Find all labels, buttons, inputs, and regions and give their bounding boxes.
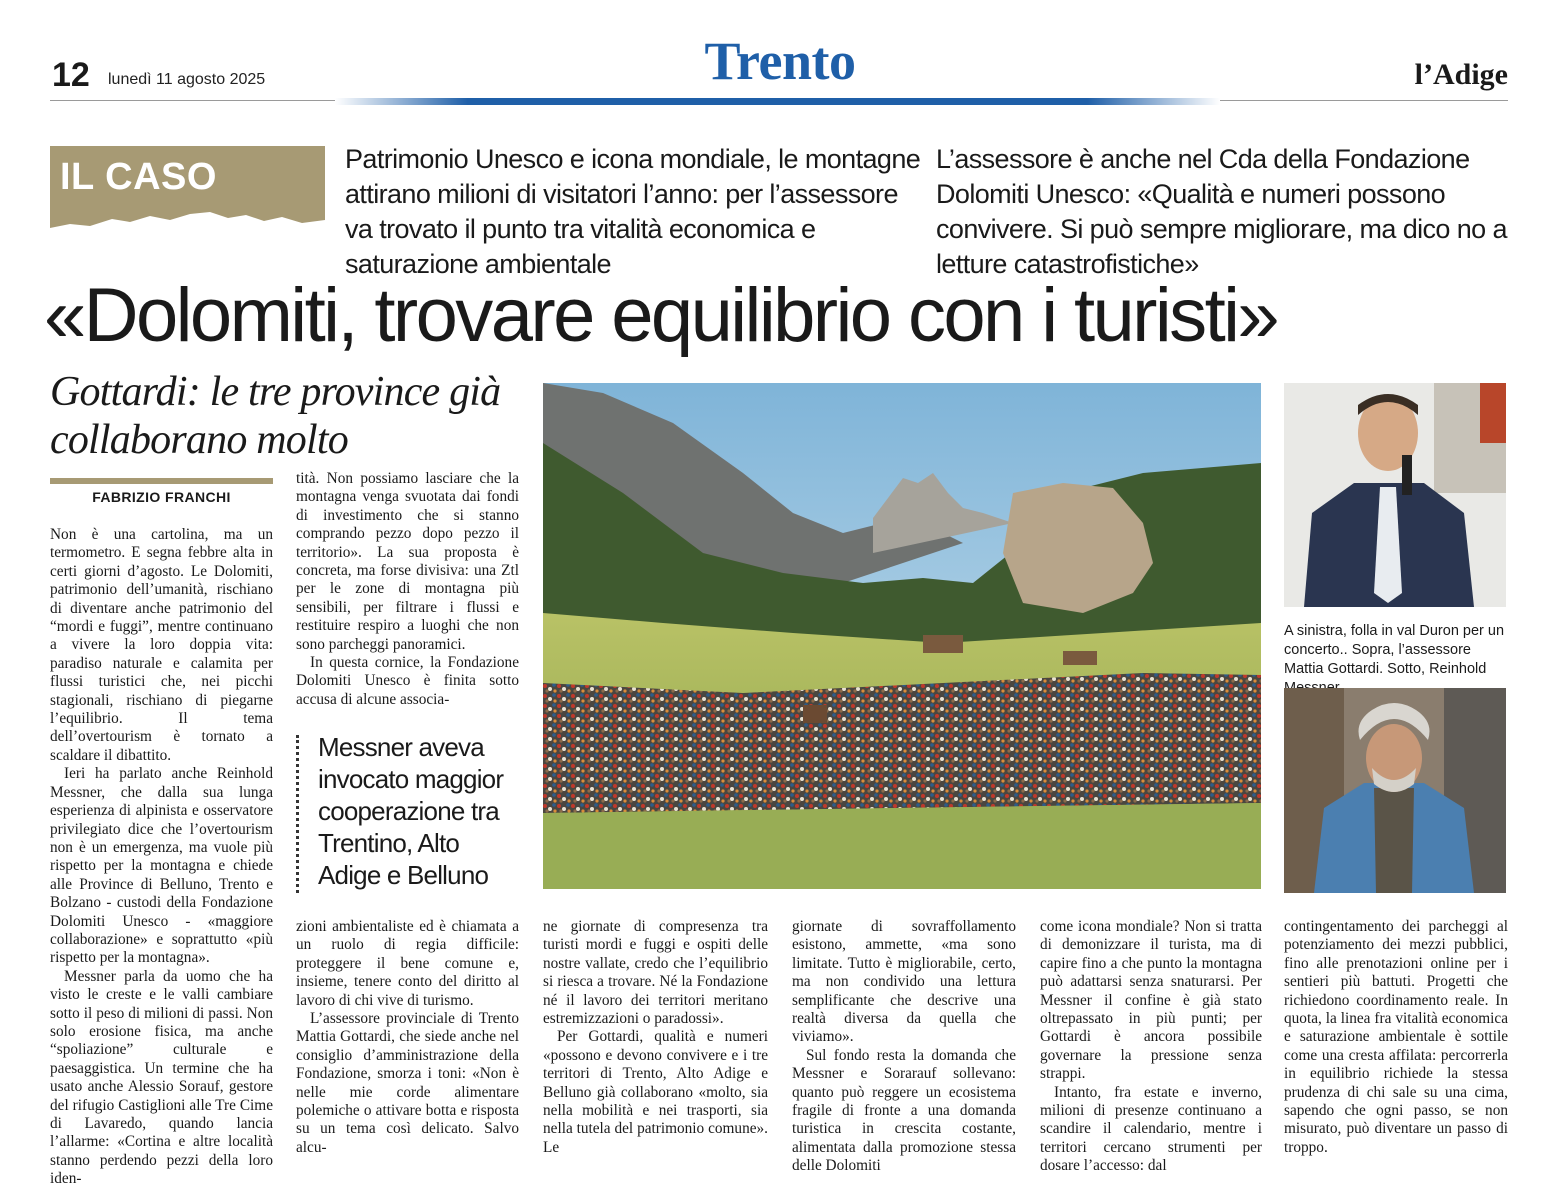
- paragraph: tità. Non possiamo lasciare che la montagna venga svuotata dai fondi di investimento che si stanno comprando pezzo dopo pezzo il territorio». La sua proposta è concreta, ma forse divisiva: una Ztl per le zone di montagna più sensibili, per filtrare i flussi e restituire respiro a luoghi che non sono parcheggi panoramici.: [296, 470, 519, 653]
- pullquote-rule: [296, 735, 299, 893]
- paragraph: Sul fondo resta la domanda che Messner e Sorarauf sollevano: quanto può reggere un ecosistema fragile di fronte a una domanda turistica in crescita costante, alimentata dalla promozione stessa delle Dolomiti: [792, 1046, 1016, 1175]
- paragraph: come icona mondiale? Non si tratta di demonizzare il turista, ma di capire fino a che punto la montagna può adattarsi senza snaturarsi. Per Messner il confine è già stato oltrepassato in più punti; per Gottardi è ancora possibile governare la pressione senza strappi.: [1040, 918, 1262, 1083]
- paragraph: Messner parla da uomo che ha visto le creste e le valli cambiare sotto il peso di milioni di passi. Non solo erosione fisica, ma anche “spoliazione” culturale e paesaggistica. Un termine che ha usato anche Alessio Sorauf, gestore del rifugio Castiglioni alle Tre Cime di Lavaredo, quando lancia l’allarme: «Cortina e altre località stanno perdendo pezzi della loro iden-: [50, 967, 273, 1188]
- main-photo: [543, 383, 1261, 889]
- byline: FABRIZIO FRANCHI: [92, 489, 231, 505]
- body-column-4: [792, 918, 1016, 1176]
- paragraph: giornate di sovraffollamento esistono, ammette, «ma sono limitate. Tutto è migliorabile, certo, ma non condivido una lettura semplificante che descrive una realtà diversa da quella che viviamo».: [792, 918, 1016, 1046]
- body-column-6: [1284, 918, 1508, 1157]
- paragraph: ne giornate di compresenza tra turisti mordi e fuggi e ospiti delle nostre vallate, credo che l’equilibrio si riesca a trovare. Né la Fondazione né il lavoro dei territori meritano estremizzazioni o paradossi».: [543, 918, 768, 1028]
- crowd-valley-photo-icon: [543, 383, 1261, 889]
- paragraph: In questa cornice, la Fondazione Dolomiti Unesco è finita sotto accusa di alcune associa-: [296, 654, 519, 708]
- byline-bar: [50, 478, 273, 484]
- gottardi-portrait-photo-icon: [1284, 383, 1506, 607]
- header-accent-bar: [335, 98, 1220, 105]
- pullquote: Messner aveva invocato maggior cooperazione tra Trentino, Alto Adige e Belluno: [318, 732, 504, 890]
- deck-right: L’assessore è anche nel Cda della Fondazione Dolomiti Unesco: «Qualità e numeri possono convivere. Si può sempre migliorare, ma dico no a letture catastrofistiche»: [936, 144, 1507, 279]
- issue-date: lunedì 11 agosto 2025: [108, 71, 266, 88]
- headline: «Dolomiti, trovare equilibrio con i turisti»: [44, 273, 1278, 358]
- kicker-label: IL CASO: [60, 156, 217, 198]
- photo-caption: A sinistra, folla in val Duron per un concerto.. Sopra, l’assessore Mattia Gottardi. Sotto, Reinhold: [1284, 623, 1505, 677]
- body-column-1: [50, 526, 273, 1189]
- deck-left: Patrimonio Unesco e icona mondiale, le montagne attirano milioni di visitatori l’anno: per l’assessore va trovato il punto tra vitalità economica e saturazione ambientale: [345, 144, 921, 279]
- mountain-silhouette-icon: [50, 206, 325, 238]
- paragraph: zioni ambientaliste ed è chiamata a un ruolo di regia difficile: proteggere il bene comune e, insieme, tenere conto del diritto al lavoro di chi vive di turismo.: [296, 918, 519, 1009]
- body-column-5: [1040, 918, 1262, 1176]
- section-title: Trento: [704, 31, 856, 91]
- body-column-2-top: [296, 470, 519, 709]
- messner-portrait-photo-icon: [1284, 688, 1506, 893]
- bottom-right-photo: [1284, 688, 1506, 893]
- paragraph: Non è una cartolina, ma un termometro. E segna febbre alta in certi giorni d’agosto. Le Dolomiti, patrimonio dell’umanità, rischiano di diventare anche patrimonio del “mordi e fuggi”, mentre continuano a vivere la loro doppia vita: paradiso naturale e calamita per flussi turistici che, nei picchi stagionali, rischiano di piegarne l’equilibrio. Il tema dell’overtourism è tornato a scaldare il dibattito.: [50, 526, 273, 764]
- paragraph: Ieri ha parlato anche Reinhold Messner, che dalla sua lunga esperienza di alpinista e osservatore privilegiato dice che l’overtourism non è un emergenza, ma vuole più rispetto per la montagna e chiede alle Province di Belluno, Trento e Bolzano - custodi della Fondazione Dolomiti Unesco - «maggiore collaborazione» e soprattutto «più rispetto per la montagna».: [50, 765, 273, 967]
- subheadline: Gottardi: le tre province già collaborano molto: [50, 369, 501, 463]
- body-column-2-bottom: [296, 918, 519, 1157]
- paragraph: L’assessore provinciale di Trento Mattia Gottardi, che siede anche nel consiglio d’amministrazione della Fondazione, smorza i toni: «Non è nelle mie corde alimentare polemiche o attivare botta e risposta su un tema così delicato. Salvo alcu-: [296, 1010, 519, 1156]
- page-number: 12: [52, 56, 90, 94]
- paragraph: contingentamento dei parcheggi al potenziamento dei mezzi pubblici, fino alle prenotazioni online per i sentieri più battuti. Progetti che richiedono coordinamento reale. In quota, la linea fra vitalità economica e saturazione ambientale è sottile come una cresta affilata: percorrerla in equilibrio richiede la stessa prudenza di chi sale su una cima, sapendo che ogni passo, se non misurato, può diventare un passo di troppo.: [1284, 918, 1508, 1156]
- body-column-3: [543, 918, 768, 1157]
- paragraph: Per Gottardi, qualità e numeri «possono e devono convivere e i tre territori di Trento, Alto Adige e Belluno già collaborano «molto, sia nella mobilità e nei trasporti, sia nella tutela del patrimonio comune». Le: [543, 1028, 768, 1156]
- top-right-photo: [1284, 383, 1506, 607]
- paragraph: Intanto, fra estate e inverno, milioni di presenze continuano a scandire il calendario, mentre i territori cercano strumenti per dosare l’accesso: dal: [1040, 1083, 1262, 1175]
- newspaper-logo: l’Adige: [1414, 58, 1508, 91]
